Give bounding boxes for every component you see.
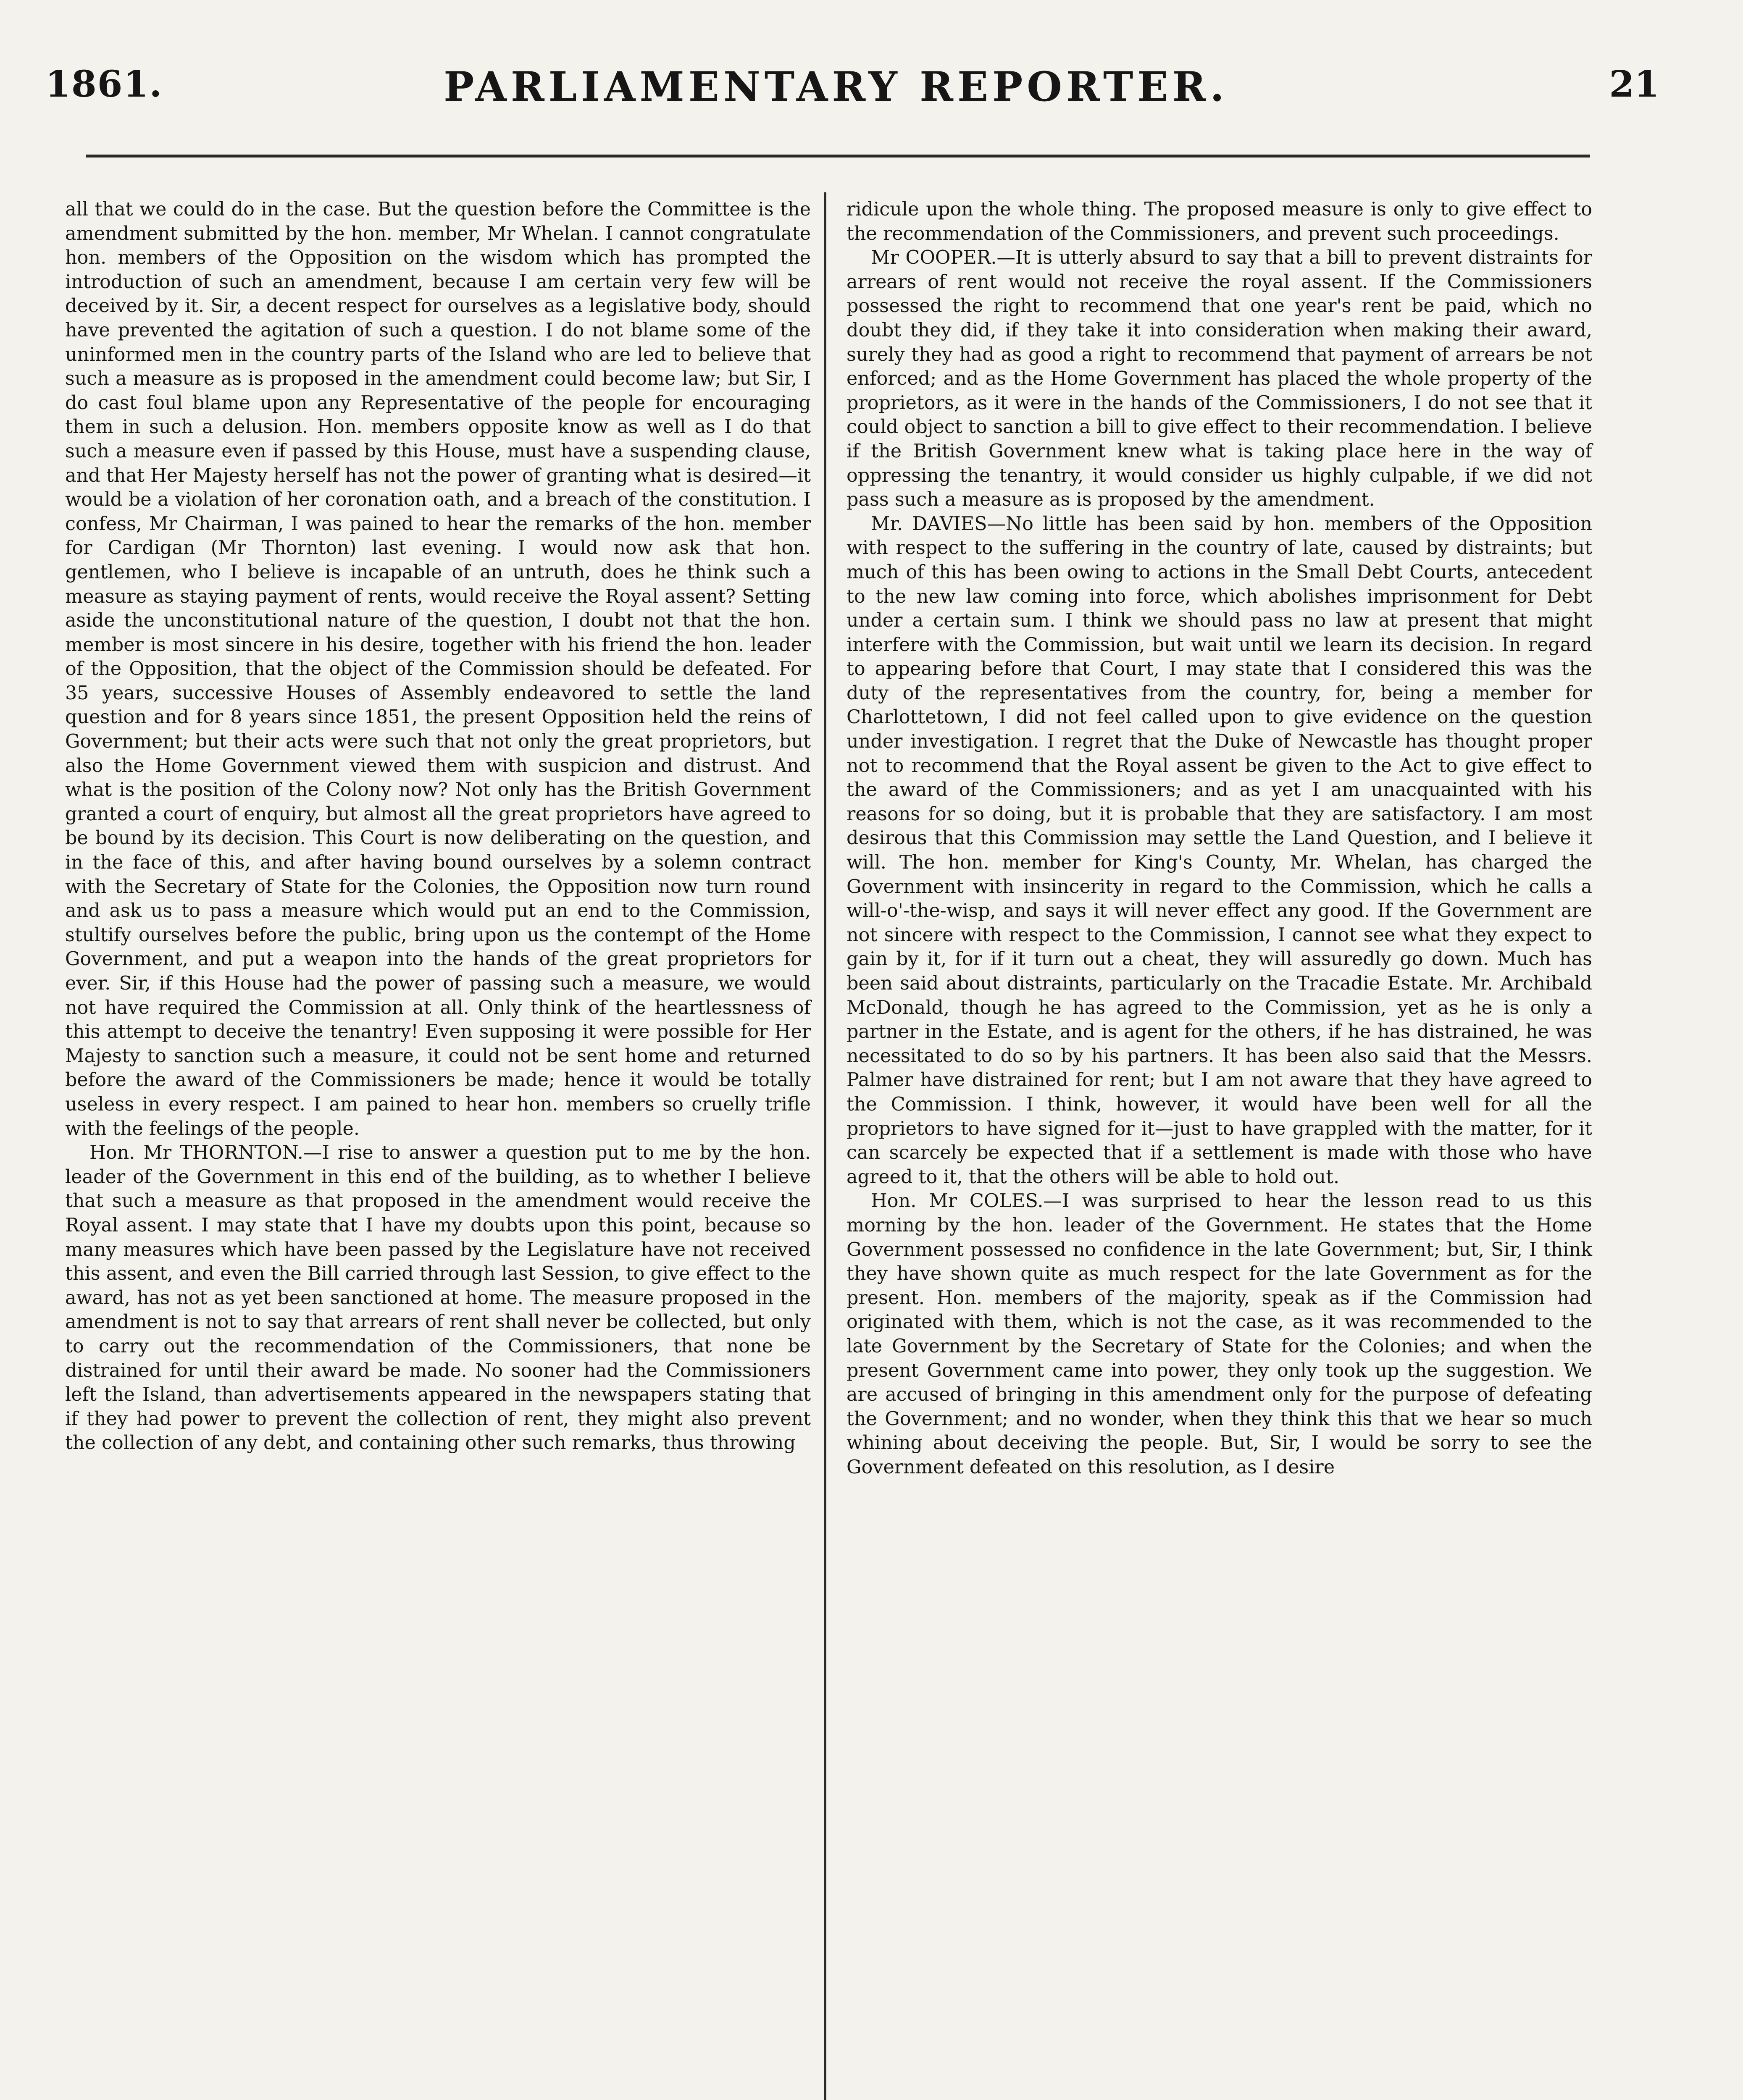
left-paragraph-1: all that we could do in the case. But the question before the Committee is the amendment submitted by the hon. member, Mr Whelan. I cannot congratulate hon. members of the Opposition on the wisdom which has prompted the introduction of such an amendment, because I am certain very few will be deceived by it. Sir, a decent respect for ourselves as a legislative body, should have prevented the agitation of such a question. I do not blame some of the uninformed men in the country parts of the Island who are led to believe that such a measure as is proposed in the amendment could become law; but Sir, I do cast foul blame upon any Representative of the people for encouraging them in such a delusion. Hon. members opposite know as well as I do that such a measure even if passed by this House, must have a suspending clause, and that Her Majesty herself has not the power of granting what is desired—it would be a violation of her coronation oath, and a breach of the constitution. I confess, Mr Chairman, I was pained to hear the remarks of the hon. member for Cardigan (Mr Thornton) last evening. I would now ask that hon. gentlemen, who I believe is incapable of an untruth, does he think such a measure as staying payment of rents, would receive the Royal assent? Setting aside the unconstitutional nature of the question, I doubt not that the hon. member is most sincere in his desire, together with his friend the hon. leader of the Opposition, that the object of the Commission should be defeated. For 35 years, successive Houses of Assembly endeavored to settle the land question and for 8 years since 1851, the present Opposition held the reins of Government; but their acts were such that not only the great proprietors, but also the Home Government viewed them with suspicion and distrust. And what is the position of the Colony now? Not only has the British Government granted a court of enquiry, but almost all the great proprietors have agreed to be bound by its decision. This Court is now deliberating on the question, and in the face of this, and after having bound ourselves by a solemn contract with the Secretary of State for the Colonies, the Opposition now turn round and ask us to pass a measure which would put an end to the Commission, stultify ourselves before the public, bring upon us the contempt of the Home Government, and put a weapon into the hands of the great proprietors for ever. Sir, if this House had the power of passing such a measure, we would not have required the Commission at all. Only think of the heartlessness of this attempt to deceive the tenantry! Even supposing it were possible for Her Majesty to sanction such a measure, it could not be sent home and returned before the award of the Commissioners be made; hence it would be totally useless in every respect. I am pained to hear hon. members so cruelly trifle with the feelings of the people.: [65, 199, 811, 1139]
right-paragraph-3: Mr. DAVIES—No little has been said by hon. members of the Opposition with respect to the suffering in the country of late, caused by distraints; but much of this has been owing to actions in the Small Debt Courts, antecedent to the new law coming into force, which abolishes imprisonment for Debt under a certain sum. I think we should pass no law at present that might interfere with the Commission, but wait until we learn its decision. In regard to appearing before that Court, I may state that I considered this was the duty of the representatives from the country, for, being a member for Charlottetown, I did not feel called upon to give evidence on the question under investigation. I regret that the Duke of Newcastle has thought proper not to recommend that the Royal assent be given to the Act to give effect to the award of the Commissioners; and as yet I am unacquainted with his reasons for so doing, but it is probable that they are satisfactory. I am most desirous that this Commission may settle the Land Question, and I believe it will. The hon. member for King's County, Mr. Whelan, has charged the Government with insincerity in regard to the Commission, which he calls a will-o'-the-wisp, and says it will never effect any good. If the Government are not sincere with respect to the Commission, I cannot see what they expect to gain by it, for if it turn out a cheat, they will assuredly go down. Much has been said about distraints, particularly on the Tracadie Estate. Mr. Archibald McDonald, though he has agreed to the Commission, yet as he is only a partner in the Estate, and is agent for the others, if he has distrained, he was necessitated to do so by his partners. It has been also said that the Messrs. Palmer have distrained for rent; but I am not aware that they have agreed to the Commission. I think, however, it would have been well for all the proprietors to have signed for it—just to have grappled with the matter, for it can scarcely be expected that if a settlement is made with those who have agreed to it, that the others will be able to hold out.: [847, 513, 1592, 1188]
column-divider: [824, 192, 826, 2100]
right-paragraph-1: ridicule upon the whole thing. The proposed measure is only to give effect to the recommendation of the Commissioners, and prevent such proceedings.: [847, 199, 1592, 244]
right-paragraph-4: Hon. Mr COLES.—I was surprised to hear the lesson read to us this morning by the hon. leader of the Government. He states that the Home Government possessed no confidence in the late Government; but, Sir, I think they have shown quite as much respect for the late Government as for the present. Hon. members of the majority, speak as if the Commission had originated with them, which is not the case, as it was recommended to the late Government by the Secretary of State for the Colonies; and when the present Government came into power, they only took up the suggestion. We are accused of bringing in this amendment only for the purpose of defeating the Government; and no wonder, when they think this that we hear so much whining about deceiving the people. But, Sir, I would be sorry to see the Government defeated on this resolution, as I desire: [847, 1190, 1592, 1478]
left-paragraph-2: Hon. Mr THORNTON.—I rise to answer a question put to me by the hon. leader of the Government in this end of the building, as to whether I believe that such a measure as that proposed in the amendment would receive the Royal assent. I may state that I have my doubts upon this point, because so many measures which have been passed by the Legislature have not received this assent, and even the Bill carried through last Session, to give effect to the award, has not as yet been sanctioned at home. The measure proposed in the amendment is not to say that arrears of rent shall never be collected, but only to carry out the recommendation of the Commissioners, that none be distrained for until their award be made. No sooner had the Commissioners left the Island, than advertisements appeared in the newspapers stating that if they had power to prevent the collection of rent, they might also prevent the collection of any debt, and containing other such remarks, thus throwing: [65, 1142, 811, 1454]
right-column: [847, 197, 1592, 1479]
page-number: 21: [1609, 63, 1659, 105]
page-title: PARLIAMENTARY REPORTER.: [444, 63, 1228, 110]
left-column: [65, 197, 811, 1455]
header-rule: [86, 155, 1590, 158]
right-paragraph-2: Mr COOPER.—It is utterly absurd to say that a bill to prevent distraints for arrears of rent would not receive the royal assent. If the Commissioners possessed the right to recommend that one year's rent be paid, which no doubt they did, if they take it into consideration when making their award, surely they had as good a right to recommend that payment of arrears be not enforced; and as the Home Government has placed the whole property of the proprietors, as it were in the hands of the Commissioners, I do not see that it could object to sanction a bill to give effect to their recommendation. I believe if the British Government knew what is taking place here in the way of oppressing the tenantry, it would consider us highly culpable, if we did not pass such a measure as is proposed by the amendment.: [847, 247, 1592, 511]
page-year: 1861.: [45, 63, 163, 105]
